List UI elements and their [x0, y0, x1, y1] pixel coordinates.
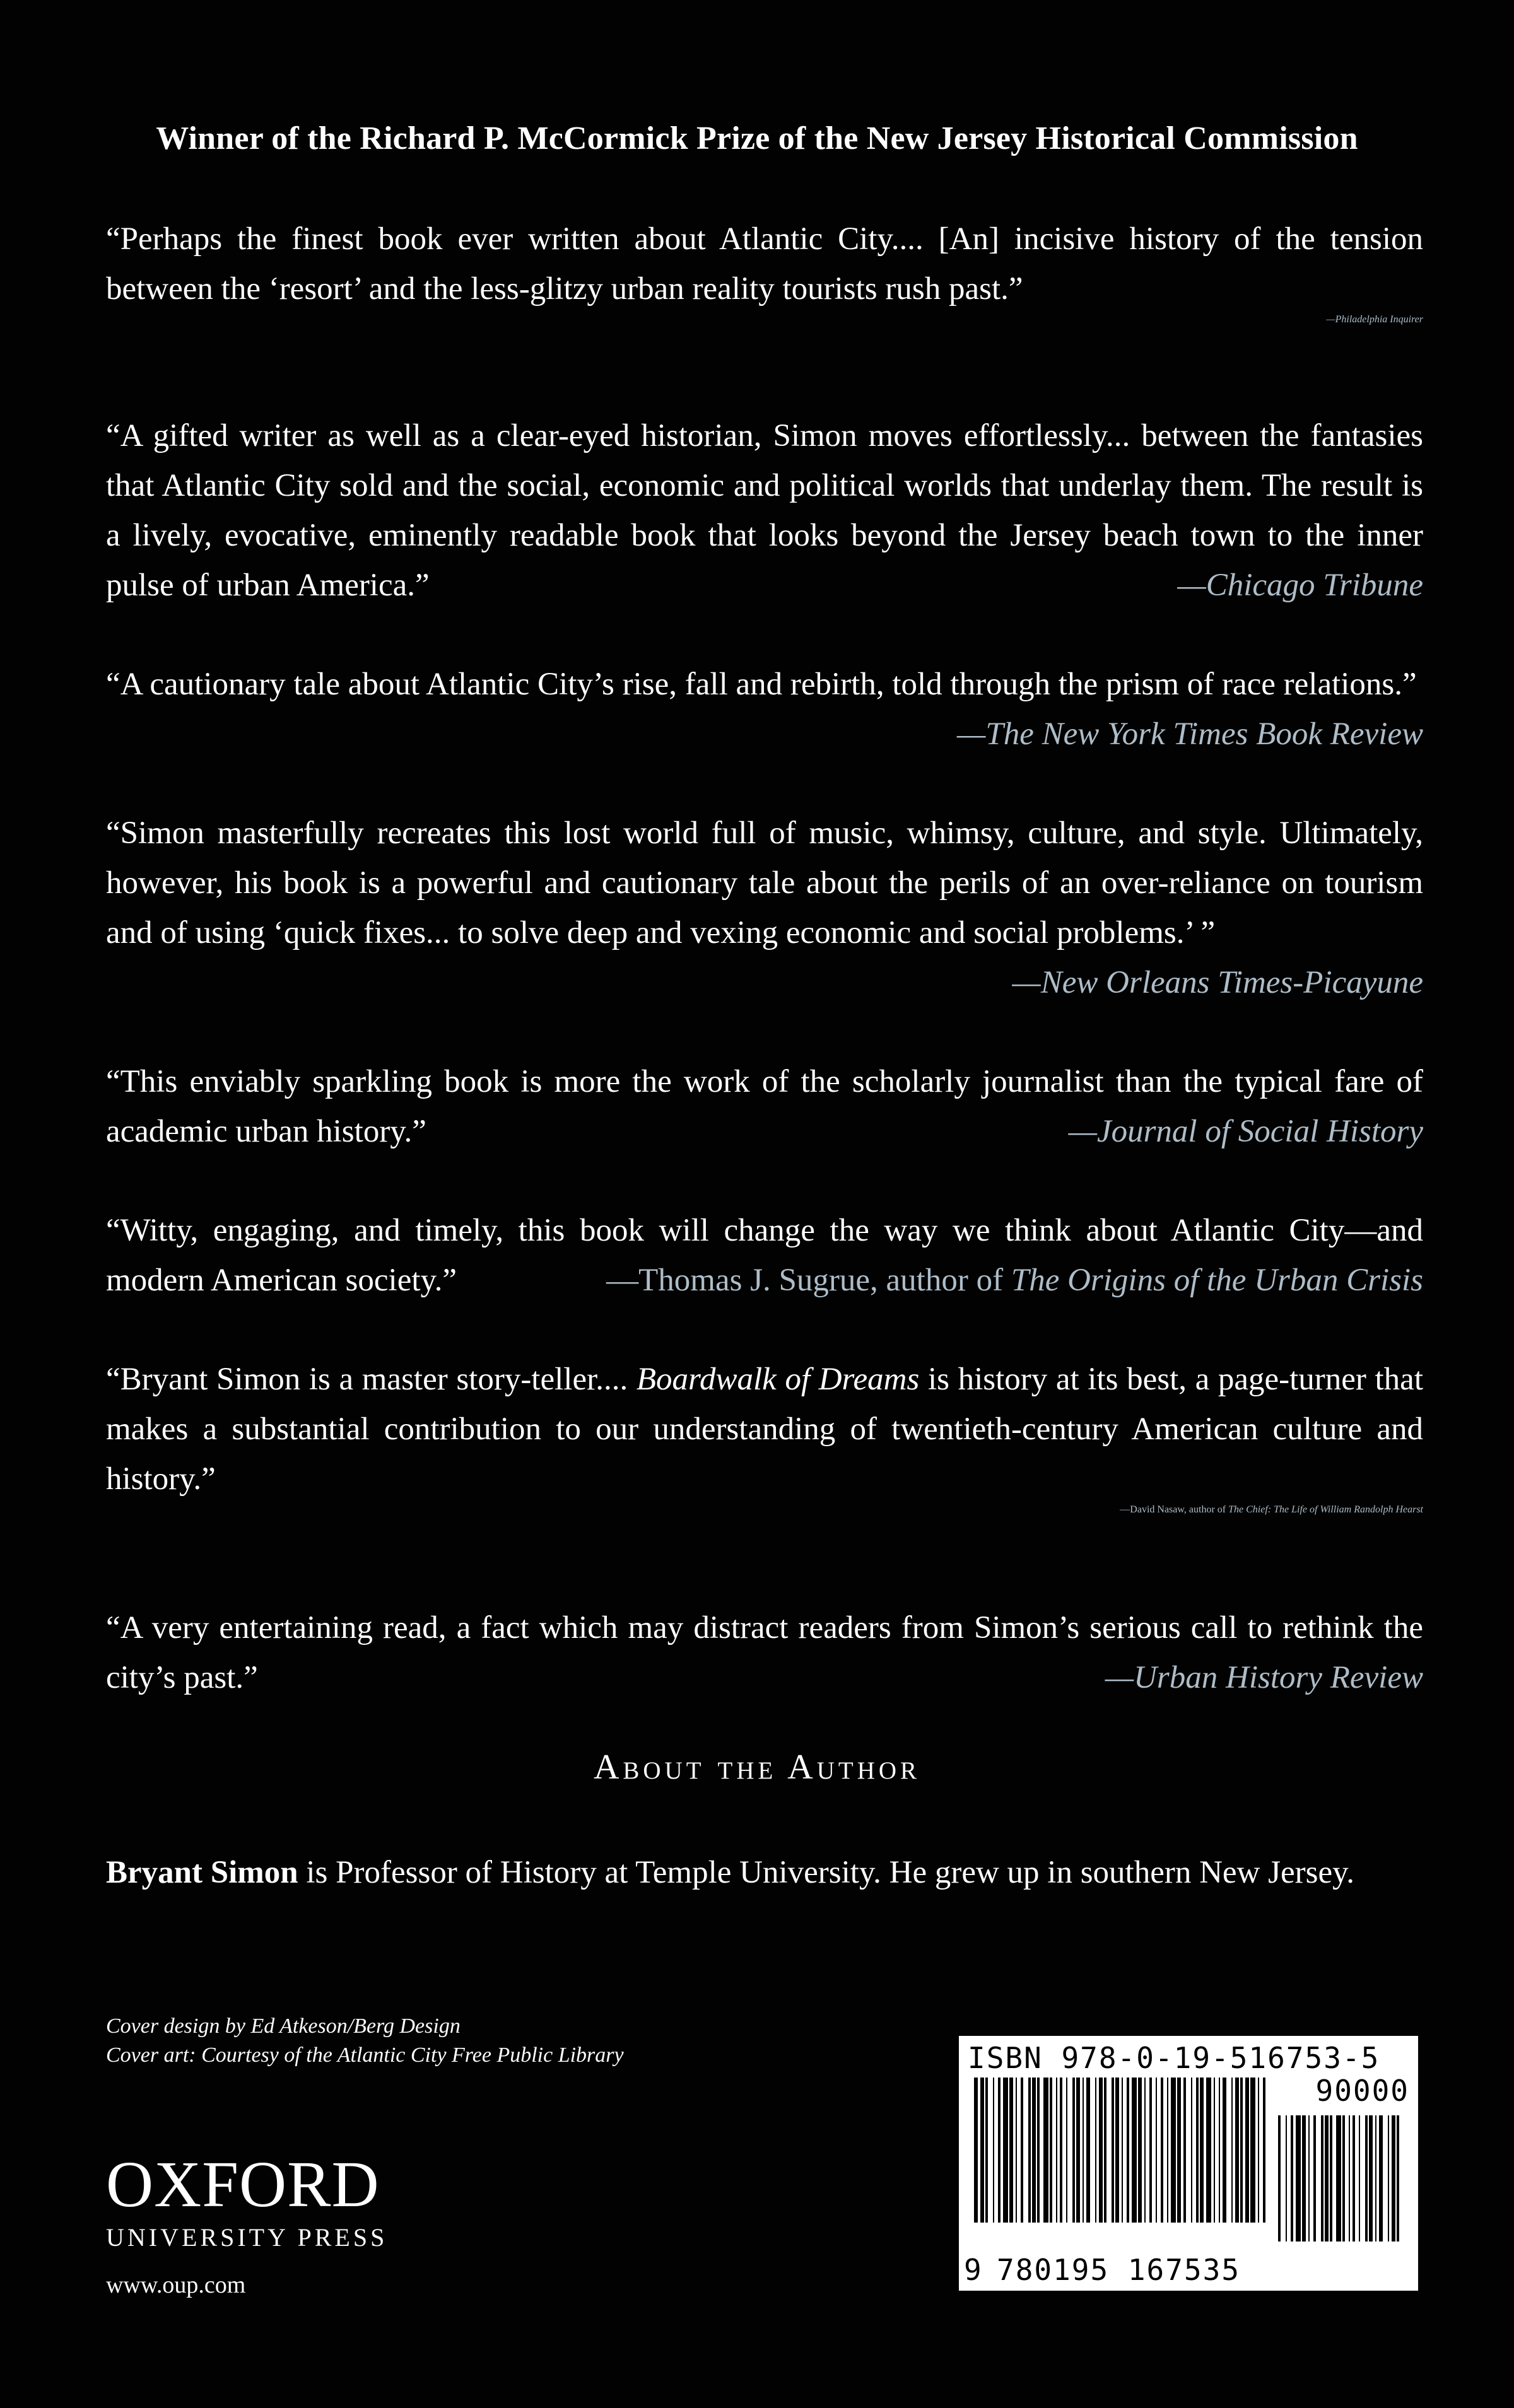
addon-bar [1330, 2115, 1332, 2241]
barcode-bar [1032, 2078, 1036, 2223]
source-book-title: The Chief: The Life of William Randolph Hearst [1228, 1504, 1423, 1515]
barcode-bar [1200, 2078, 1204, 2223]
addon-bar [1313, 2115, 1316, 2241]
blurb-nyt-book-review [106, 660, 1423, 759]
barcode-bar [1072, 2078, 1075, 2223]
publisher-url: www.oup.com [106, 2272, 246, 2298]
barcode-bar [980, 2078, 984, 2223]
blurb-quote: “Witty, engaging, and timely, this book will change the way we think about Atlantic City—and modern American society.” [106, 1213, 1423, 1298]
addon-bar [1392, 2115, 1395, 2241]
blurb-book-title: Boardwalk of Dreams [636, 1362, 920, 1397]
cover-art-credit: Cover art: Courtesy of the Atlantic City Free Public Library [106, 2043, 624, 2067]
barcode-bar [1240, 2078, 1243, 2223]
blurb-nasaw [106, 1355, 1423, 1516]
barcode-bar [1132, 2078, 1137, 2223]
award-line: Winner of the Richard P. McCormick Prize of the New Jersey Historical Commission [156, 120, 1358, 156]
blurb-source: —New Orleans Times-Picayune [1012, 965, 1423, 1000]
barcode-first-digit: 9 [964, 2253, 983, 2287]
barcode-bar [998, 2078, 1001, 2223]
barcode-bar [985, 2078, 988, 2223]
addon-bar [1286, 2115, 1287, 2241]
author-bio: is Professor of History at Temple University. He grew up in southern New Jersey. [298, 1855, 1355, 1890]
blurb-quote-start: “Bryant Simon is a master story-teller.... [106, 1362, 637, 1397]
barcode-bar [1112, 2078, 1114, 2223]
barcode-bar [1066, 2078, 1067, 2223]
author-name: Bryant Simon [106, 1855, 298, 1890]
barcode-bar [1235, 2078, 1239, 2223]
publisher-press: UNIVERSITY PRESS [106, 2223, 388, 2252]
blurb-text [106, 660, 1423, 752]
addon-bar [1336, 2115, 1341, 2241]
barcode-bar [1099, 2078, 1103, 2223]
blurb-times-picayune [106, 809, 1423, 1008]
barcode-bar [1214, 2078, 1215, 2223]
barcode-bar [1037, 2078, 1040, 2223]
addon-bar [1296, 2115, 1301, 2241]
about-author-heading: About the Author [593, 1748, 921, 1787]
blurb-text [106, 1355, 1423, 1504]
barcode-bar [1231, 2078, 1233, 2223]
blurb-text [106, 411, 1423, 611]
barcode-bar [1138, 2078, 1142, 2223]
blurb-sugrue [106, 1206, 1423, 1306]
barcode-bar [1263, 2078, 1265, 2223]
addon-bar [1321, 2115, 1323, 2241]
addon-bar [1325, 2115, 1329, 2241]
blurb-text: “Perhaps the finest book ever written about Atlantic City.... [An] incisive history of the tension between the ‘resort’ and the less-glitzy urban reality tourists rush past.” [106, 221, 1423, 307]
barcode-bar [1127, 2078, 1129, 2223]
addon-bar [1369, 2115, 1373, 2241]
addon-bar [1291, 2115, 1293, 2241]
barcode-bar [1149, 2078, 1152, 2223]
barcode-bar [1043, 2078, 1048, 2223]
barcode-bar [1183, 2078, 1186, 2223]
barcode-main-digits: 780195 167535 [997, 2253, 1241, 2287]
barcode-bar [1056, 2078, 1057, 2223]
barcode-bar [1223, 2078, 1226, 2223]
barcode-bar [1206, 2078, 1211, 2223]
barcode-bar [974, 2078, 978, 2223]
addon-bar [1349, 2115, 1350, 2241]
blurb-source: —Journal of Social History [1068, 1114, 1423, 1149]
addon-bar [1342, 2115, 1345, 2241]
price-code: 90000 [1315, 2074, 1409, 2108]
source-author: —Thomas J. Sugrue, author of [606, 1263, 1011, 1298]
blurb-chicago-tribune [106, 411, 1423, 611]
addon-bar [1278, 2115, 1281, 2241]
blurb-quote: “This enviably sparkling book is more the work of the scholarly journalist than the typical fare of academic urban history.” [106, 1064, 1423, 1149]
barcode-bar [993, 2078, 994, 2223]
publisher-logo [106, 2148, 388, 2299]
barcode-bar [1083, 2078, 1084, 2223]
barcode-bar [1115, 2078, 1119, 2223]
addon-bar [1308, 2115, 1310, 2241]
barcode-bar [1060, 2078, 1062, 2223]
blurb-source [106, 1504, 1423, 1516]
cover-credits [106, 2012, 624, 2070]
blurb-source [606, 1256, 1423, 1306]
barcode-bar [1196, 2078, 1199, 2223]
barcode-bar [1156, 2078, 1157, 2223]
barcode-bar [1245, 2078, 1249, 2223]
barcode-bar [1167, 2078, 1168, 2223]
about-author-text [106, 1848, 1423, 1898]
blurb-text [106, 1206, 1423, 1306]
blurb-source: —Urban History Review [1105, 1660, 1423, 1695]
blurb-source: —The New York Times Book Review [956, 716, 1423, 752]
addon-bar [1302, 2115, 1306, 2241]
blurb-quote-end: is history at its best, a page-turner that makes a substantial contribution to our understanding of twentieth-century American culture and history.” [106, 1362, 1423, 1497]
barcode-bar [1050, 2078, 1052, 2223]
barcode-bar [1003, 2078, 1008, 2223]
barcode-bar [1177, 2078, 1181, 2223]
addon-bar [1379, 2115, 1383, 2241]
blurb-source: —Philadelphia Inquirer [1326, 314, 1423, 325]
publisher-name: OXFORD [106, 2148, 380, 2221]
barcode-bar [1021, 2078, 1023, 2223]
source-author: —David Nasaw, author of [1120, 1504, 1229, 1515]
barcode-bar [1250, 2078, 1255, 2223]
blurb-philadelphia-inquirer [106, 214, 1423, 325]
blurb-text [106, 1603, 1423, 1703]
addon-bar [1359, 2115, 1360, 2241]
barcode-bar [1171, 2078, 1176, 2223]
addon-bar [1353, 2115, 1355, 2241]
barcode-bar [1009, 2078, 1013, 2223]
barcode-bar [1122, 2078, 1123, 2223]
blurb-quote: “Simon masterfully recreates this lost world full of music, whimsy, culture, and style. Ultimately, however, his book is a powerful and cautionary tale about the perils of an over-reliance on tourism and of using ‘quick fixes... to solve deep and vexing economic and social problems.’ ” [106, 815, 1423, 950]
addon-bar [1397, 2115, 1399, 2241]
barcode-bar [1219, 2078, 1220, 2223]
cover-design-credit: Cover design by Ed Atkeson/Berg Design [106, 2014, 461, 2038]
addon-bar [1365, 2115, 1368, 2241]
addon-bar [1375, 2115, 1376, 2241]
barcode-bar [1191, 2078, 1192, 2223]
barcode-bar [1161, 2078, 1163, 2223]
barcode-bar [1076, 2078, 1080, 2223]
barcode-bar [1104, 2078, 1106, 2223]
blurb-urban-history-review [106, 1603, 1423, 1703]
blurb-source: —Chicago Tribune [1177, 568, 1423, 603]
barcode-bar [1258, 2078, 1259, 2223]
blurb-journal-social-history [106, 1057, 1423, 1157]
blurb-text [106, 1057, 1423, 1157]
isbn-barcode [959, 2036, 1418, 2291]
blurb-quote: “A very entertaining read, a fact which may distract readers from Simon’s serious call to rethink the city’s past.” [106, 1610, 1423, 1695]
source-book-title: The Origins of the Urban Crisis [1011, 1263, 1423, 1298]
barcode-bar [1028, 2078, 1031, 2223]
blurb-quote: “A cautionary tale about Atlantic City’s rise, fall and rebirth, told through the prism of race relations.” [106, 667, 1417, 702]
barcode-bar [1086, 2078, 1090, 2223]
barcode-bar [1095, 2078, 1096, 2223]
barcode-bar [1016, 2078, 1017, 2223]
addon-bar [1388, 2115, 1389, 2241]
isbn-text: ISBN 978-0-19-516753-5 [968, 2041, 1380, 2075]
blurb-text [106, 809, 1423, 1000]
blurb-quote: “A gifted writer as well as a clear-eyed historian, Simon moves effortlessly... between the fantasies that Atlantic City sold and the social, economic and political worlds that underlay them. The result is a lively, evocative, eminently readable book that looks beyond the Jersey beach town to the inner pulse of urban America.” [106, 418, 1423, 603]
barcode-bar [1144, 2078, 1146, 2223]
